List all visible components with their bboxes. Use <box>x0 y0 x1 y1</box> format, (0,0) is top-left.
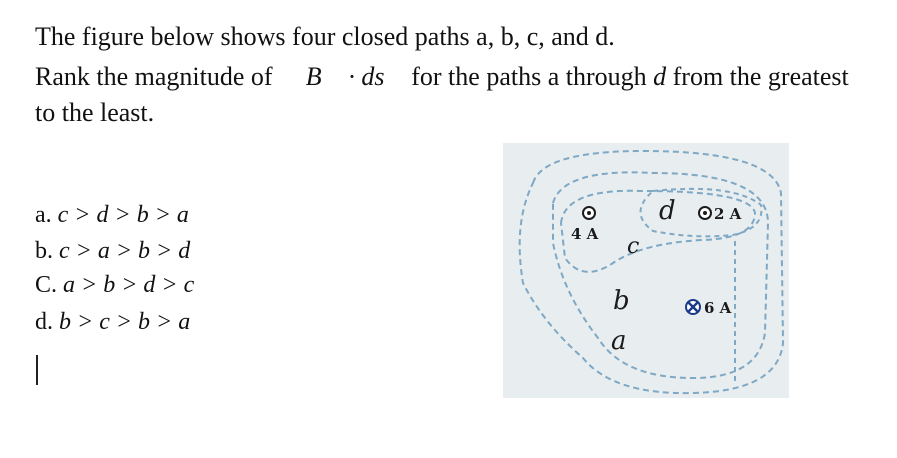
question-line-1: The figure below shows four closed paths a, b, c, and d. <box>35 22 615 51</box>
current-4a-label: 4 A <box>571 225 599 243</box>
option-text: c > a > b > d <box>59 238 191 264</box>
option-label: C. <box>35 272 58 298</box>
current-out-dot <box>587 211 591 215</box>
closed-paths-diagram <box>503 143 789 398</box>
current-6a-label: 6 A <box>704 299 732 317</box>
option-text: c > d > b > a <box>57 202 189 228</box>
question-line-3: to the least. <box>35 98 155 127</box>
question-text: from the greatest <box>666 62 849 91</box>
path-label-b: b <box>613 286 630 316</box>
answer-option-a[interactable] <box>35 200 189 230</box>
question-line-2 <box>35 60 849 94</box>
current-2a-label: 2 A <box>714 205 742 223</box>
answer-option-d[interactable] <box>35 307 190 337</box>
option-label: d. <box>35 309 53 335</box>
current-out-dot <box>703 211 707 215</box>
option-label: b. <box>35 238 53 264</box>
answer-option-b[interactable] <box>35 236 190 266</box>
path-label-d: d <box>659 196 676 226</box>
option-text: a > b > d > c <box>63 272 195 298</box>
option-text: b > c > b > a <box>59 309 191 335</box>
option-label: a. <box>35 202 52 228</box>
question-text: Rank the magnitude of <box>35 62 280 91</box>
answer-option-c[interactable] <box>35 270 194 300</box>
text-cursor[interactable] <box>36 355 38 385</box>
path-letter: d <box>653 62 667 91</box>
path-label-a: a <box>611 326 627 356</box>
integral-expression: ∮ B⃗ · ds⃗ <box>279 62 405 91</box>
question-text: for the paths a through <box>404 62 654 91</box>
path-label-c: c <box>627 234 640 259</box>
closed-paths-figure <box>503 143 789 398</box>
